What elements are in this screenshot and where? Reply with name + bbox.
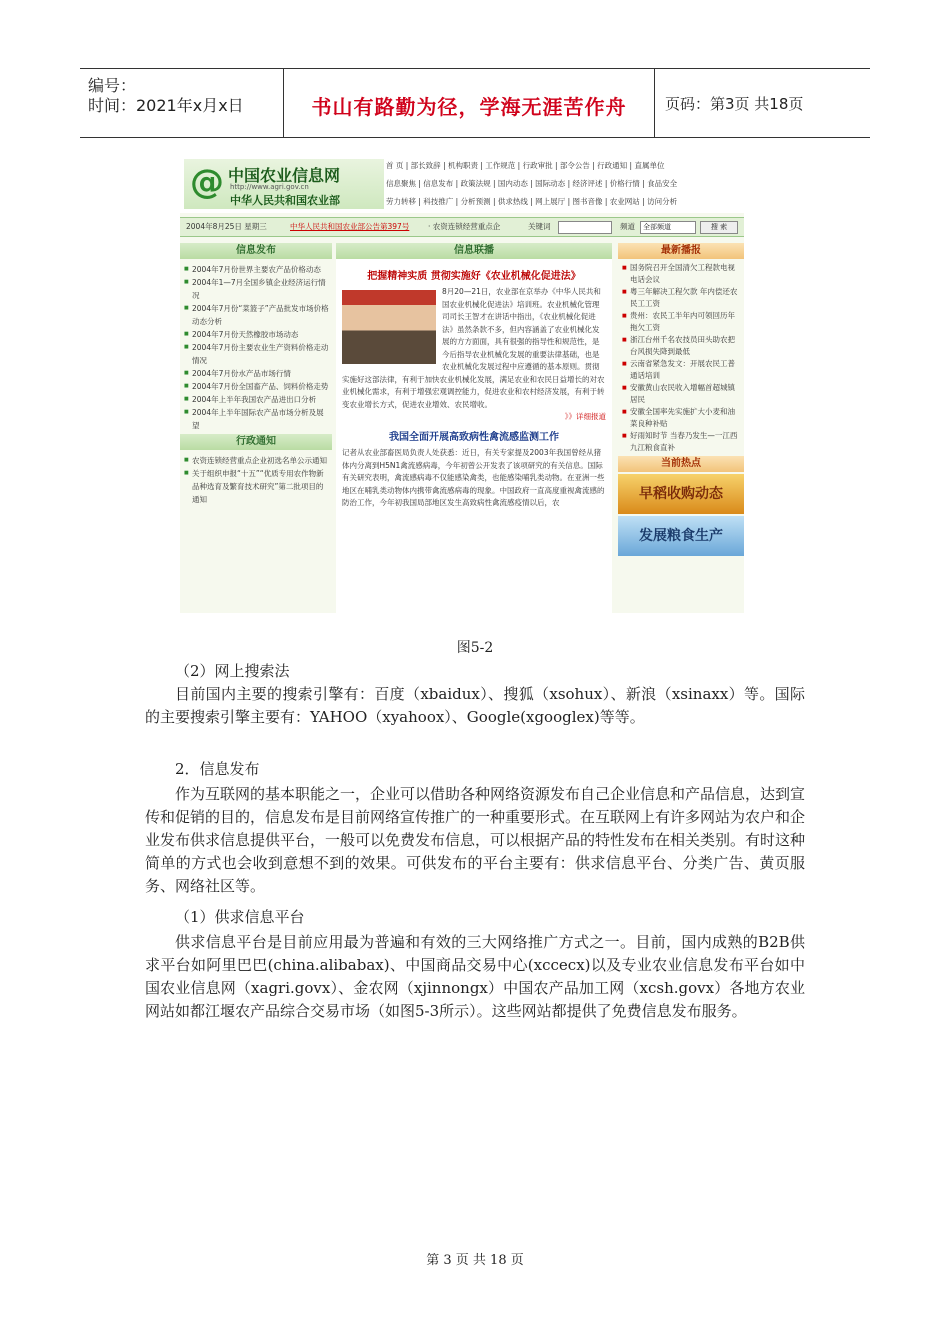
list-item: ■ 国务院召开全国清欠工程款电视电话会议 xyxy=(622,262,742,286)
channel-label: 频道 xyxy=(620,222,635,231)
mid-title-1: 把握精神实质 贯彻实施好《农业机械化促进法》 xyxy=(367,271,581,282)
right-column xyxy=(618,243,744,556)
search-paragraph: 目前国内主要的搜索引擎有：百度（xbaidux）、搜狐（xsohux）、新浪（xsinaxx）等。国际的主要搜索引擎主要有：YAHOO（xyahoox）、Google(xgooglex)等等。 xyxy=(145,685,805,726)
left-head-1: 信息发布 xyxy=(180,243,332,259)
list-item: ■ 浙江台州千名农技员田头助农把台风损失降到最低 xyxy=(622,334,742,358)
mid-title-2: 我国全面开展高致病性禽流感监测工作 xyxy=(389,432,559,443)
sub1-heading xyxy=(145,906,805,929)
logo-title: 中国农业信息网 xyxy=(228,166,341,185)
page-info: 页码：第3页 共18页 xyxy=(665,95,804,113)
right-list xyxy=(618,259,744,456)
section2-heading-text: 2．信息发布 xyxy=(175,760,260,778)
header-center-cell xyxy=(284,69,655,137)
search-bar xyxy=(180,217,744,237)
list-item: ■ 2004年7月份天然橡胶市场动态 xyxy=(184,328,330,341)
list-item: ■ 2004年1—7月全国乡镇企业经济运行情况 xyxy=(184,276,330,302)
site-logo xyxy=(184,159,384,209)
section2-heading xyxy=(145,758,805,781)
header-left-cell xyxy=(80,69,284,137)
mid-body-2: 记者从农业部畜医局负责人处获悉：近日，有关专家提及2003年我国曾经从猪体内分离到H5N1禽流感病毒，今年初曾公开发表了该项研究的有关信息。国际有关研究表明，禽流感病毒不仅能感染禽类，也能感染哺乳类动物。在亚洲一些地区在哺乳类动物体内携带禽流感病毒的现象。中国政府一直高度重视禽流感的防治工作，今年初我国局部地区发生高致病性禽流感疫情以后，农 xyxy=(342,448,605,507)
sub1-paragraph: 供求信息平台是目前应用最为普遍和有效的三大网络推广方式之一。目前，国内成熟的B2B供求平台如阿里巴巴(china.alibabax)、中国商品交易中心(xccecx)以及专业农业信息发布平台如中国农业信息网（xagri.govx）、金农网（xjinnongx）中国农产品加工网（xcsh.govx）各地方农业网站如都江堰农产品综合交易市场（如图5-3所示）。这些网站都提供了免费信息发布服务。 xyxy=(145,933,805,1020)
list-item: ■ 2004年7月份“菜篮子”产品批发市场价格动态分析 xyxy=(184,302,330,328)
ticker-text: · 农资连锁经营重点企 xyxy=(428,222,501,231)
keyword-label: 关键词 xyxy=(528,222,551,231)
sub1-heading-text: （1）供求信息平台 xyxy=(175,908,305,926)
list-item: ■ 2004年7月份水产品市场行情 xyxy=(184,367,330,380)
agri-website-screenshot xyxy=(180,155,744,613)
header-motto: 书山有路勤为径，学海无涯苦作舟 xyxy=(311,95,627,119)
list-item: ■ 好雨知时节 当春乃发生—一江西九江粮食直补 xyxy=(622,430,742,454)
code-label: 编号： xyxy=(88,76,137,95)
header-right-cell xyxy=(655,69,870,137)
hot-banner-1: 早稻收购动态 xyxy=(618,474,744,514)
logo-url: http://www.agri.gov.cn xyxy=(230,183,309,191)
left-list-2 xyxy=(180,450,332,508)
search-heading xyxy=(145,660,805,683)
list-item: ■ 安徽全国率先实施扩大小麦和油菜良种补贴 xyxy=(622,406,742,430)
announcement-link: 中华人民共和国农业部公告第397号 xyxy=(290,222,410,231)
list-item: ■ 2004年7月份全国畜产品、饲料价格走势 xyxy=(184,380,330,393)
list-item: ■ 云南省紧急发文：开展农民工普通话培训 xyxy=(622,358,742,382)
page-header xyxy=(80,68,870,138)
site-nav xyxy=(386,157,742,211)
site-banner xyxy=(180,155,744,213)
list-item: ■ 2004年7月份世界主要农产品价格动态 xyxy=(184,263,330,276)
list-item: ■ 2004年上半年我国农产品进出口分析 xyxy=(184,393,330,406)
left-list-1 xyxy=(180,259,332,434)
logo-ministry: 中华人民共和国农业部 xyxy=(230,194,340,207)
list-item: ■ 农资连锁经营重点企业初选名单公示通知 xyxy=(184,454,330,467)
left-column xyxy=(180,243,332,508)
list-item: ■ 贵州：农民工半年内可领回历年拖欠工资 xyxy=(622,310,742,334)
mid-more-link: 》》详细报道 xyxy=(564,412,606,421)
left-head-2: 行政通知 xyxy=(180,434,332,450)
channel-select: 全部频道 xyxy=(640,221,696,234)
search-heading-text: （2）网上搜索法 xyxy=(175,662,290,680)
at-logo-icon: @ xyxy=(190,162,224,202)
list-item: ■ 2004年7月份主要农业生产资料价格走动情况 xyxy=(184,341,330,367)
mid-head: 信息联播 xyxy=(336,243,612,259)
mid-body-1: 8月20—21日，农业部在京举办《中华人民共和国农业机械化促进法》培训班。农业机械化管理司司长王智才在讲话中指出，《农业机械化促进法》虽然条款不多，但内容涵盖了农业机械化发展的方方面面，具有很强的指导性和规范性，是今后指导农业机械化发展的重要法律基础，也是农业机械化发展过程中应遵循的基本原则。贯彻实施好这部法律，有利于加快农业机械化发展，满足农业和农民日益增长的对农业机械化需求，有利于增强宏观调控能力，促进农业和农村经济发展，有利于转变农业增长方式，促进农业增效、农民增收。 xyxy=(342,287,605,409)
page-footer: 第 3 页 共 18 页 xyxy=(426,1253,524,1268)
time-label: 时间：2021年x月x日 xyxy=(88,96,244,115)
list-item: ■ 关于组织申报“十五”“优质专用农作物新品种选育及繁育技术研究”第二批项目的通知 xyxy=(184,467,330,506)
site-date: 2004年8月25日 星期三 xyxy=(186,222,267,231)
list-item: ■ 安徽黄山农民收入增幅首超城镇居民 xyxy=(622,382,742,406)
right-head-2: 当前热点 xyxy=(618,456,744,472)
middle-column xyxy=(336,243,612,613)
nav-row-1: 首 页 | 部长致辞 | 机构职责 | 工作规范 | 行政审批 | 部令公告 | 行政通知 | 直属单位 xyxy=(386,161,665,170)
nav-row-3: 劳力转移 | 科技推广 | 分析预测 | 供求热线 | 网上展厅 | 图书音像 | 农业网站 | 访问分析 xyxy=(386,197,678,206)
nav-row-2: 信息聚焦 | 信息发布 | 政策法规 | 国内动态 | 国际动态 | 经济评述 | 价格行情 | 食品安全 xyxy=(386,179,678,188)
section2-paragraph: 作为互联网的基本职能之一，企业可以借助各种网络资源发布自己企业信息和产品信息，达到宣传和促销的目的，信息发布是目前网络宣传推广的一种重要形式。在互联网上有许多网站为农户和企业发布供求信息提供平台，一般可以免费发布信息，可以根据产品的特性发布在相关类别。有时这种简单的方式也会收到意想不到的效果。可供发布的平台主要有：供求信息平台、分类广告、黄页服务、网络社区等。 xyxy=(145,785,806,895)
search-button: 搜 索 xyxy=(700,221,738,234)
list-item: ■ 粤三年解决工程欠款 年内偿还农民工工资 xyxy=(622,286,742,310)
list-item: ■ 2004年上半年国际农产品市场分析及展望 xyxy=(184,406,330,432)
hot-banner-2: 发展粮食生产 xyxy=(618,516,744,556)
figure-caption: 图5-2 xyxy=(456,640,494,656)
keyword-input xyxy=(558,221,612,234)
right-head: 最新播报 xyxy=(618,243,744,259)
meeting-photo xyxy=(342,290,436,364)
